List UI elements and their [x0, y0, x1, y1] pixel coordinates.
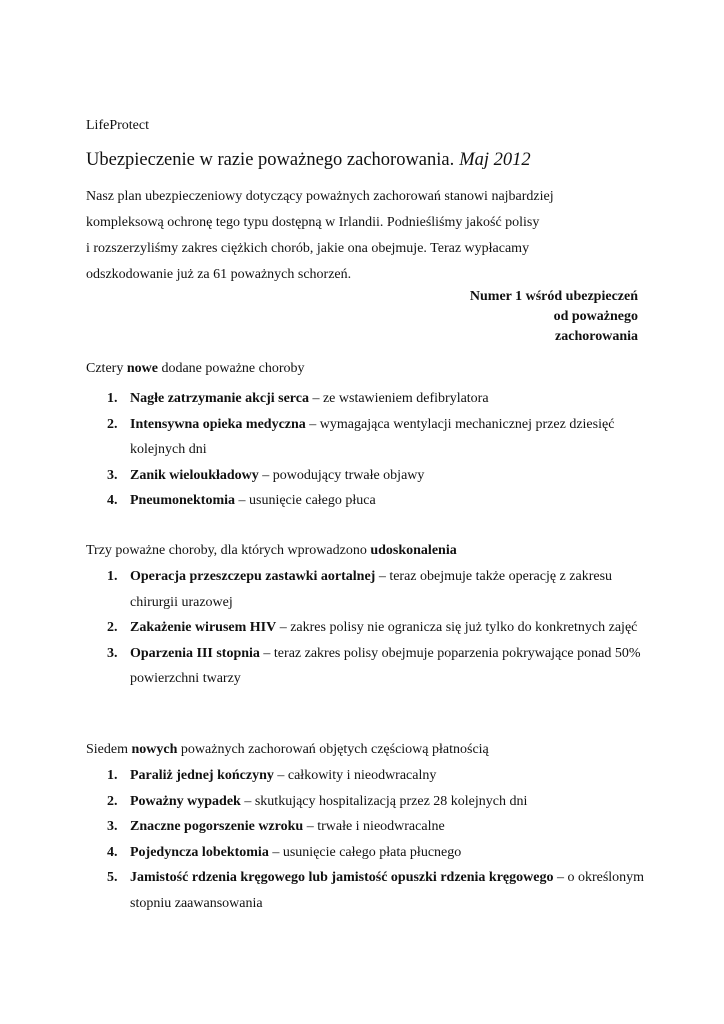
item-term: Jamistość rdzenia kręgowego lub jamistość opuszki rdzenia kręgowego — [130, 870, 554, 885]
callout-line: Numer 1 wśród ubezpieczeń — [469, 289, 638, 304]
item-description: – skutkujący hospitalizacją przez 28 kolejnych dni — [240, 793, 528, 809]
section-heading — [86, 356, 646, 382]
item-number: 4. — [107, 493, 118, 508]
list-item — [86, 814, 646, 840]
item-term: Operacja przeszczepu zastawki aortalnej — [130, 569, 376, 584]
intro-line: i rozszerzyliśmy zakres ciężkich chorób, jakie ona obejmuje. Teraz wypłacamy — [86, 241, 530, 256]
item-number: 5. — [107, 870, 118, 885]
item-number: 4. — [107, 844, 118, 860]
item-term: Nagłe zatrzymanie akcji serca — [130, 391, 309, 406]
intro-paragraph — [86, 184, 646, 288]
intro-line: odszkodowanie już za 61 poważnych schorzeń. — [86, 267, 352, 282]
item-number: 2. — [107, 620, 118, 635]
callout-line: od poważnego — [553, 309, 638, 324]
item-term: Pojedyncza lobektomia — [130, 844, 269, 860]
heading-text: Siedem — [86, 742, 132, 757]
item-description: – teraz obejmuje także operację z zakresu chirurgii urazowej — [130, 569, 613, 610]
item-number: 2. — [107, 793, 118, 809]
item-term: Zakażenie wirusem HIV — [130, 620, 277, 635]
callout-line: zachorowania — [555, 329, 638, 344]
intro-line: Nasz plan ubezpieczeniowy dotyczący poważnych zachorowań stanowi najbardziej — [86, 189, 554, 204]
list-item — [86, 615, 646, 641]
page-title — [86, 150, 531, 171]
section-improved-illnesses — [86, 538, 646, 692]
heading-emphasis: udoskonalenia — [370, 543, 457, 558]
numbered-list — [86, 564, 646, 692]
section-heading — [86, 737, 646, 763]
item-description: – całkowity i nieodwracalny — [273, 768, 437, 783]
item-number: 1. — [107, 569, 118, 584]
list-item — [86, 789, 646, 815]
item-term: Oparzenia III stopnia — [130, 645, 260, 661]
list-item — [86, 840, 646, 866]
item-term: Zanik wieloukładowy — [130, 467, 259, 483]
callout-box — [418, 287, 638, 347]
list-item — [86, 488, 646, 514]
heading-text: poważnych zachorowań objętych częściową płatnością — [177, 742, 489, 757]
intro-line: kompleksową ochronę tego typu dostępną w Irlandii. Podnieśliśmy jakość polisy — [86, 215, 540, 230]
item-description: – usunięcie całego płuca — [235, 493, 376, 508]
item-description: – zakres polisy nie ogranicza się już tylko do konkretnych zajęć — [276, 620, 638, 635]
item-description: – powodujący trwałe objawy — [258, 467, 425, 483]
item-term: Pneumonektomia — [130, 493, 235, 508]
heading-text: Trzy poważne choroby, dla których wprowadzono — [86, 543, 371, 558]
numbered-list — [86, 763, 646, 916]
heading-text: Cztery — [86, 361, 127, 376]
list-item — [86, 564, 646, 615]
item-description: – o określonym stopniu zaawansowania — [130, 870, 645, 911]
list-item — [86, 386, 646, 412]
list-item — [86, 412, 646, 463]
list-item — [86, 763, 646, 789]
item-description: – ze wstawieniem defibrylatora — [308, 391, 489, 406]
heading-text: dodane poważne choroby — [157, 361, 305, 376]
item-term: Paraliż jednej kończyny — [130, 768, 274, 783]
item-description: – teraz zakres polisy obejmuje poparzenia pokrywające ponad 50% powierzchni twarzy — [130, 645, 641, 686]
item-number: 3. — [107, 645, 118, 661]
title-date: Maj 2012 — [459, 150, 531, 170]
list-item — [86, 865, 646, 916]
item-number: 1. — [107, 391, 118, 406]
title-text: Ubezpieczenie w razie poważnego zachorowania. — [86, 150, 455, 170]
item-number: 2. — [107, 416, 118, 432]
item-number: 3. — [107, 819, 118, 834]
item-term: Intensywna opieka medyczna — [130, 416, 306, 432]
brand-name: LifeProtect — [86, 118, 149, 133]
heading-emphasis: nowych — [131, 742, 178, 757]
section-new-illnesses — [86, 356, 646, 514]
item-number: 3. — [107, 467, 118, 483]
list-item — [86, 463, 646, 489]
item-term: Poważny wypadek — [130, 793, 241, 809]
section-partial-payment — [86, 737, 646, 916]
item-term: Znaczne pogorszenie wzroku — [130, 819, 304, 834]
heading-emphasis: nowe — [126, 361, 158, 376]
item-description: – usunięcie całego płata płucnego — [268, 844, 462, 860]
numbered-list — [86, 386, 646, 514]
list-item — [86, 641, 646, 692]
item-description: – wymagająca wentylacji mechanicznej przez dziesięć kolejnych dni — [130, 416, 615, 457]
section-heading — [86, 538, 646, 564]
item-number: 1. — [107, 768, 118, 783]
item-description: – trwałe i nieodwracalne — [303, 819, 445, 834]
